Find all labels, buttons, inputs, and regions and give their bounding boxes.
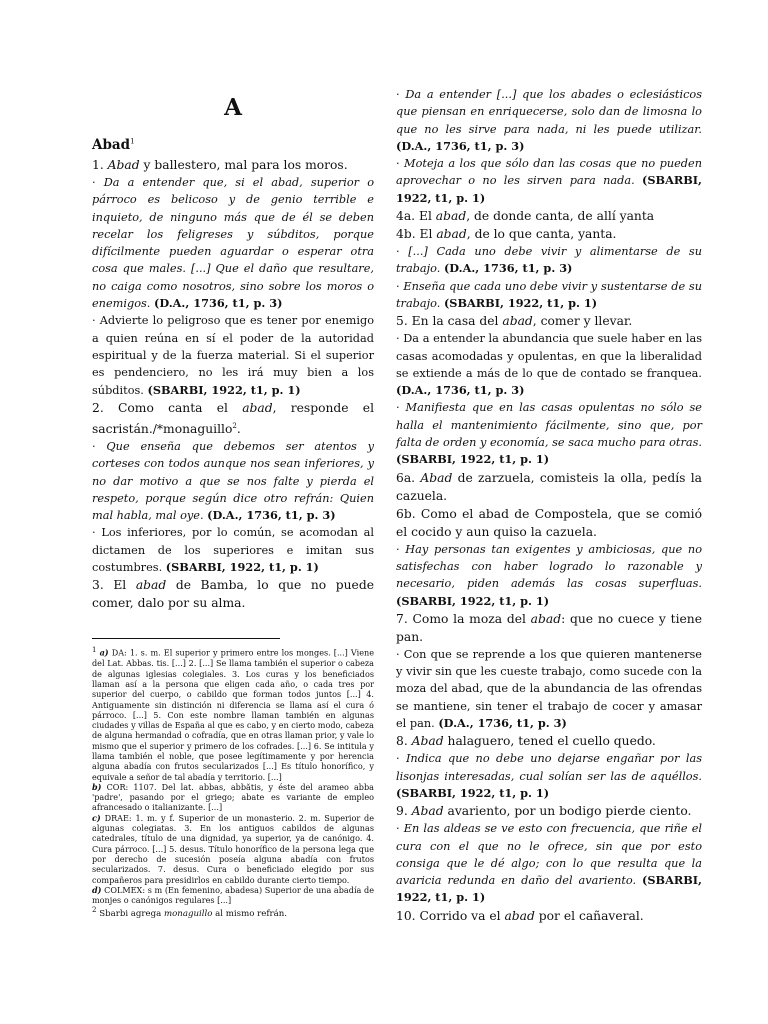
gloss-source: (SBARBI, 1922, t1, p. 1)	[396, 785, 550, 800]
entry-text-rest: , comer y llevar.	[532, 314, 633, 329]
gloss-text: · Hay personas tan exigentes y ambiciosas, que no satisfechas con haber logrado lo razonable y necesario, piden además las cosas superfluas.	[396, 542, 702, 591]
gloss-text: · Que enseña que debemos ser atentos y corteses con todos aunque nos sean inferiores, y no dar motivo a que se nos falte y pierda el respeto, porque según dice otro refrán: Quien mal habla, mal oye.	[92, 439, 374, 523]
footnote-text: COR: 1107. Del lat. abbas, abbătis, y éste del arameo abba 'padre', pasando por el griego; abate es variante de empleo afrancesado o italianizante. [...]	[92, 781, 374, 813]
footnote-text: Sbarbi agrega	[96, 909, 164, 920]
entry-text-rest: de Bamba, lo que no puede comer, dalo por su alma.	[92, 578, 374, 611]
footnote-label: d)	[92, 884, 102, 895]
entry-text: y ballestero, mal para los moros.	[139, 158, 348, 172]
gloss-source: (SBARBI, 1922, t1, p. 1)	[147, 382, 301, 397]
gloss-text: · Enseña que cada uno debe vivir y sustentarse de su trabajo.	[396, 279, 702, 310]
gloss-text: · En las aldeas se ve esto con frecuencia, que riñe el cura con el que no le ofrece, sin que por esto consiga que le dé algo; con lo que resulta que la avaricia redunda en daño del avariento.	[396, 822, 702, 888]
entry-number: 1.	[92, 158, 104, 172]
gloss-sbarbi	[92, 524, 374, 576]
gloss-text: · Moteja a los que sólo dan las cosas que no pueden aprovechar o no les sirven para nada.	[396, 157, 702, 188]
entry-keyword: abad	[242, 400, 273, 415]
footnote-1c	[92, 813, 374, 885]
proverb-entry-1	[92, 156, 374, 174]
headword-footnote-mark: 1	[130, 137, 135, 146]
right-column	[396, 86, 702, 925]
gloss-text: · Los inferiores, por lo común, se acomodan al dictamen de los superiores e imitan sus costumbres.	[92, 526, 374, 575]
entry-text: 6b. Como el abad de Compostela, que se comió el cocido y aun quiso la cazuela.	[396, 506, 702, 539]
gloss-source: (D.A., 1736, t1, p. 3)	[154, 296, 283, 311]
footnote-divider	[92, 638, 280, 639]
entry-text-rest: , responde el sacristán./*monaguillo	[92, 400, 374, 436]
gloss-sbarbi	[92, 312, 374, 398]
gloss-sbarbi	[396, 155, 702, 207]
footnote-1d	[92, 885, 374, 906]
proverb-entry-9	[396, 802, 702, 820]
gloss-source: (D.A., 1736, t1, p. 3)	[396, 383, 525, 398]
proverb-entry-10	[396, 907, 702, 925]
gloss-text: · Indica que no debe uno dejarse engañar por las lisonjas interesadas, cual solían ser las de aquéllos.	[396, 752, 702, 783]
footnote-mark: 2	[92, 906, 97, 915]
gloss-text: · Da a entender que, si el abad, superior o párroco es belicoso y de genio terrible e inquieto, de ninguno más que de él se deben recelar los feligreses y súbditos, porque difícilmente pueden aguardar o esperar otra cosa que males. [...] Que el daño que resultare, no caiga como nosotros, sino sobre los moros o enemigos.	[92, 176, 374, 311]
entry-keyword: abad	[435, 209, 467, 224]
gloss-source: (D.A., 1736, t1, p. 3)	[443, 261, 573, 276]
footnote-text: DA: 1. s. m. El superior y primero entre los monges. [...] Viene del Lat. Abbas. tis. [...] 2. [...] Se llama también el superior o cabeza de algunas iglesias colegiales. 3. Los curas y los beneficiados llaman así a la persona que eligen cada año, o cada tres por superior del cuerpo, o cabildo que forman todos juntos [...] 4. Antiguamente sin distinción ni diferencia se llama así el cura ó párroco. [...] 5. Con este nombre llaman también en algunas ciudades y villas de España al que es cabo, y en cierto modo, cabeza de alguna hermandad o cofradía, que en otras llaman prior, y vale lo mismo que el superior y primero de los cofrades. [...] 6. Se intitula y llama también el noble, que posee legítimamente y por herencia alguna abadía con frutos secularizados [...] Es título honorífico, y equivale a señor de tal abadía y territorio. [...]	[92, 648, 375, 782]
gloss-source: (D.A., 1736, t1, p. 3)	[207, 508, 336, 523]
footnote-keyword: monaguillo	[163, 909, 213, 920]
footnote-text: COLMEX: s m (En femenino, abadesa) Superior de una abadía de monjes o canónigos regulares [...]	[92, 884, 374, 906]
gloss-text: · [...] Cada uno debe vivir y alimentarse de su trabajo.	[396, 245, 702, 276]
proverb-entry-8	[396, 732, 702, 750]
entry-text: 3. El	[92, 578, 136, 593]
gloss-sbarbi	[396, 278, 702, 313]
footnote-2	[92, 905, 374, 920]
footnote-1	[92, 645, 374, 782]
footnote-text: DRAE: 1. m. y f. Superior de un monasterio. 2. m. Superior de algunas colegiatas. 3. En los antiguos cabildos de algunas catedrales, título de una dignidad, ya superior, ya de canónigo. 4. Cura párroco. [...] 5. desus. Título honorífico de la persona lega que por derecho de sucesión poseía alguna abadía con frutos secularizados. 7. desus. Cura o beneficiado elegido por sus compañeros para presidirlos en cabildo durante cierto tiempo.	[92, 812, 374, 885]
entry-text-rest: por el cañaveral.	[534, 908, 644, 923]
gloss-text: · Manifiesta que en las casas opulentas no sólo se halla el mantenimiento fácilmente, sino que, por falta de orden y economía, se saca mucho para otras.	[396, 401, 702, 450]
entry-text: 7. Como la moza del	[396, 611, 531, 626]
entry-keyword: Abad	[107, 158, 140, 172]
entry-keyword: abad	[530, 611, 562, 626]
left-column	[92, 86, 374, 920]
gloss-da	[396, 330, 702, 399]
footnote-1b	[92, 782, 374, 813]
entry-text-rest: : que no cuece y tiene pan.	[396, 611, 702, 644]
gloss-source: (SBARBI, 1922, t1, p. 1)	[396, 452, 550, 467]
footnote-mark: 2	[232, 421, 237, 430]
gloss-source: (D.A., 1736, t1, p. 3)	[438, 716, 567, 731]
gloss-sbarbi	[396, 750, 702, 802]
entry-text: 6a.	[396, 470, 421, 485]
gloss-sbarbi	[396, 820, 702, 906]
entry-text-rest: , de donde canta, de allí yanta	[466, 209, 655, 224]
proverb-entry-3	[92, 576, 374, 612]
gloss-source: (SBARBI, 1922, t1, p. 1)	[396, 593, 550, 608]
gloss-da	[396, 243, 702, 278]
proverb-entry-4a	[396, 207, 702, 225]
entry-text: 4b. El	[396, 227, 437, 242]
gloss-da	[396, 86, 702, 155]
entry-text-rest: , de lo que canta, yanta.	[466, 227, 617, 242]
gloss-sbarbi	[396, 541, 702, 610]
entry-text: 8.	[396, 734, 412, 749]
proverb-entry-5	[396, 312, 702, 330]
gloss-source: (SBARBI, 1922, t1, p. 1)	[396, 873, 702, 905]
entry-keyword: abad	[135, 578, 167, 593]
gloss-source: (SBARBI, 1922, t1, p. 1)	[396, 173, 702, 205]
headword	[92, 137, 374, 153]
entry-keyword: Abad	[411, 804, 444, 819]
footnote-label: c)	[92, 812, 101, 823]
footnote-label: a)	[99, 648, 109, 659]
gloss-source: (SBARBI, 1922, t1, p. 1)	[443, 295, 598, 310]
proverb-entry-6a	[396, 469, 702, 505]
gloss-text: · Advierte lo peligroso que es tener por enemigo a quien reúna en sí el poder de la autoridad espiritual y de la fuerza material. Si el superior es pendenciero, no les irá muy bien a los súbditos.	[92, 314, 374, 397]
entry-text: 2. Como canta el	[92, 400, 243, 415]
entry-keyword: abad	[504, 908, 535, 923]
gloss-da	[92, 174, 374, 312]
entry-keyword: Abad	[411, 734, 444, 749]
entry-text: 4a. El	[396, 209, 436, 224]
entry-keyword: abad	[502, 314, 533, 329]
entry-end: .	[236, 421, 241, 436]
headword-text: Abad	[92, 137, 131, 153]
proverb-entry-2	[92, 399, 374, 438]
gloss-source: (SBARBI, 1922, t1, p. 1)	[165, 560, 319, 575]
footnote-label: b)	[92, 781, 102, 792]
entry-text-rest: de zarzuela, comisteis la olla, pedís la cazuela.	[396, 470, 702, 503]
gloss-sbarbi	[396, 399, 702, 468]
entry-text-rest: avariento, por un bodigo pierde ciento.	[443, 804, 692, 819]
proverb-entry-7	[396, 610, 702, 646]
gloss-text: · Da a entender la abundancia que suele haber en las casas acomodadas y opulentas, en que la liberalidad se extiende a más de lo que de contado se franquea.	[396, 332, 702, 380]
entry-text: 10. Corrido va el	[396, 908, 505, 923]
entry-keyword: Abad	[420, 470, 453, 485]
footnote-text-rest: al mismo refrán.	[212, 909, 287, 920]
gloss-da	[92, 438, 374, 524]
entry-text: 5. En la casa del	[396, 314, 503, 329]
gloss-da	[396, 646, 702, 732]
entry-text-rest: halaguero, tened el cuello quedo.	[443, 734, 656, 749]
proverb-entry-6b	[396, 505, 702, 541]
gloss-text: · Con que se reprende a los que quieren mantenerse y vivir sin que les cueste trabajo, como sucede con la moza del abad, que de la abundancia de las ofrendas se mantiene, sin tener el trabajo de cocer y amasar el pan.	[396, 647, 702, 731]
entry-keyword: abad	[436, 227, 467, 242]
gloss-source: (D.A., 1736, t1, p. 3)	[396, 138, 525, 153]
gloss-text: · Da a entender [...] que los abades o eclesiásticos que piensan en enriquecerse, solo dan de limosna lo que no les sirve para nada, ni les puede utilizar.	[396, 88, 702, 136]
section-letter: A	[224, 94, 242, 121]
proverb-entry-4b	[396, 225, 702, 243]
footnote-mark: 1	[92, 646, 97, 655]
entry-text: 9.	[396, 804, 412, 819]
